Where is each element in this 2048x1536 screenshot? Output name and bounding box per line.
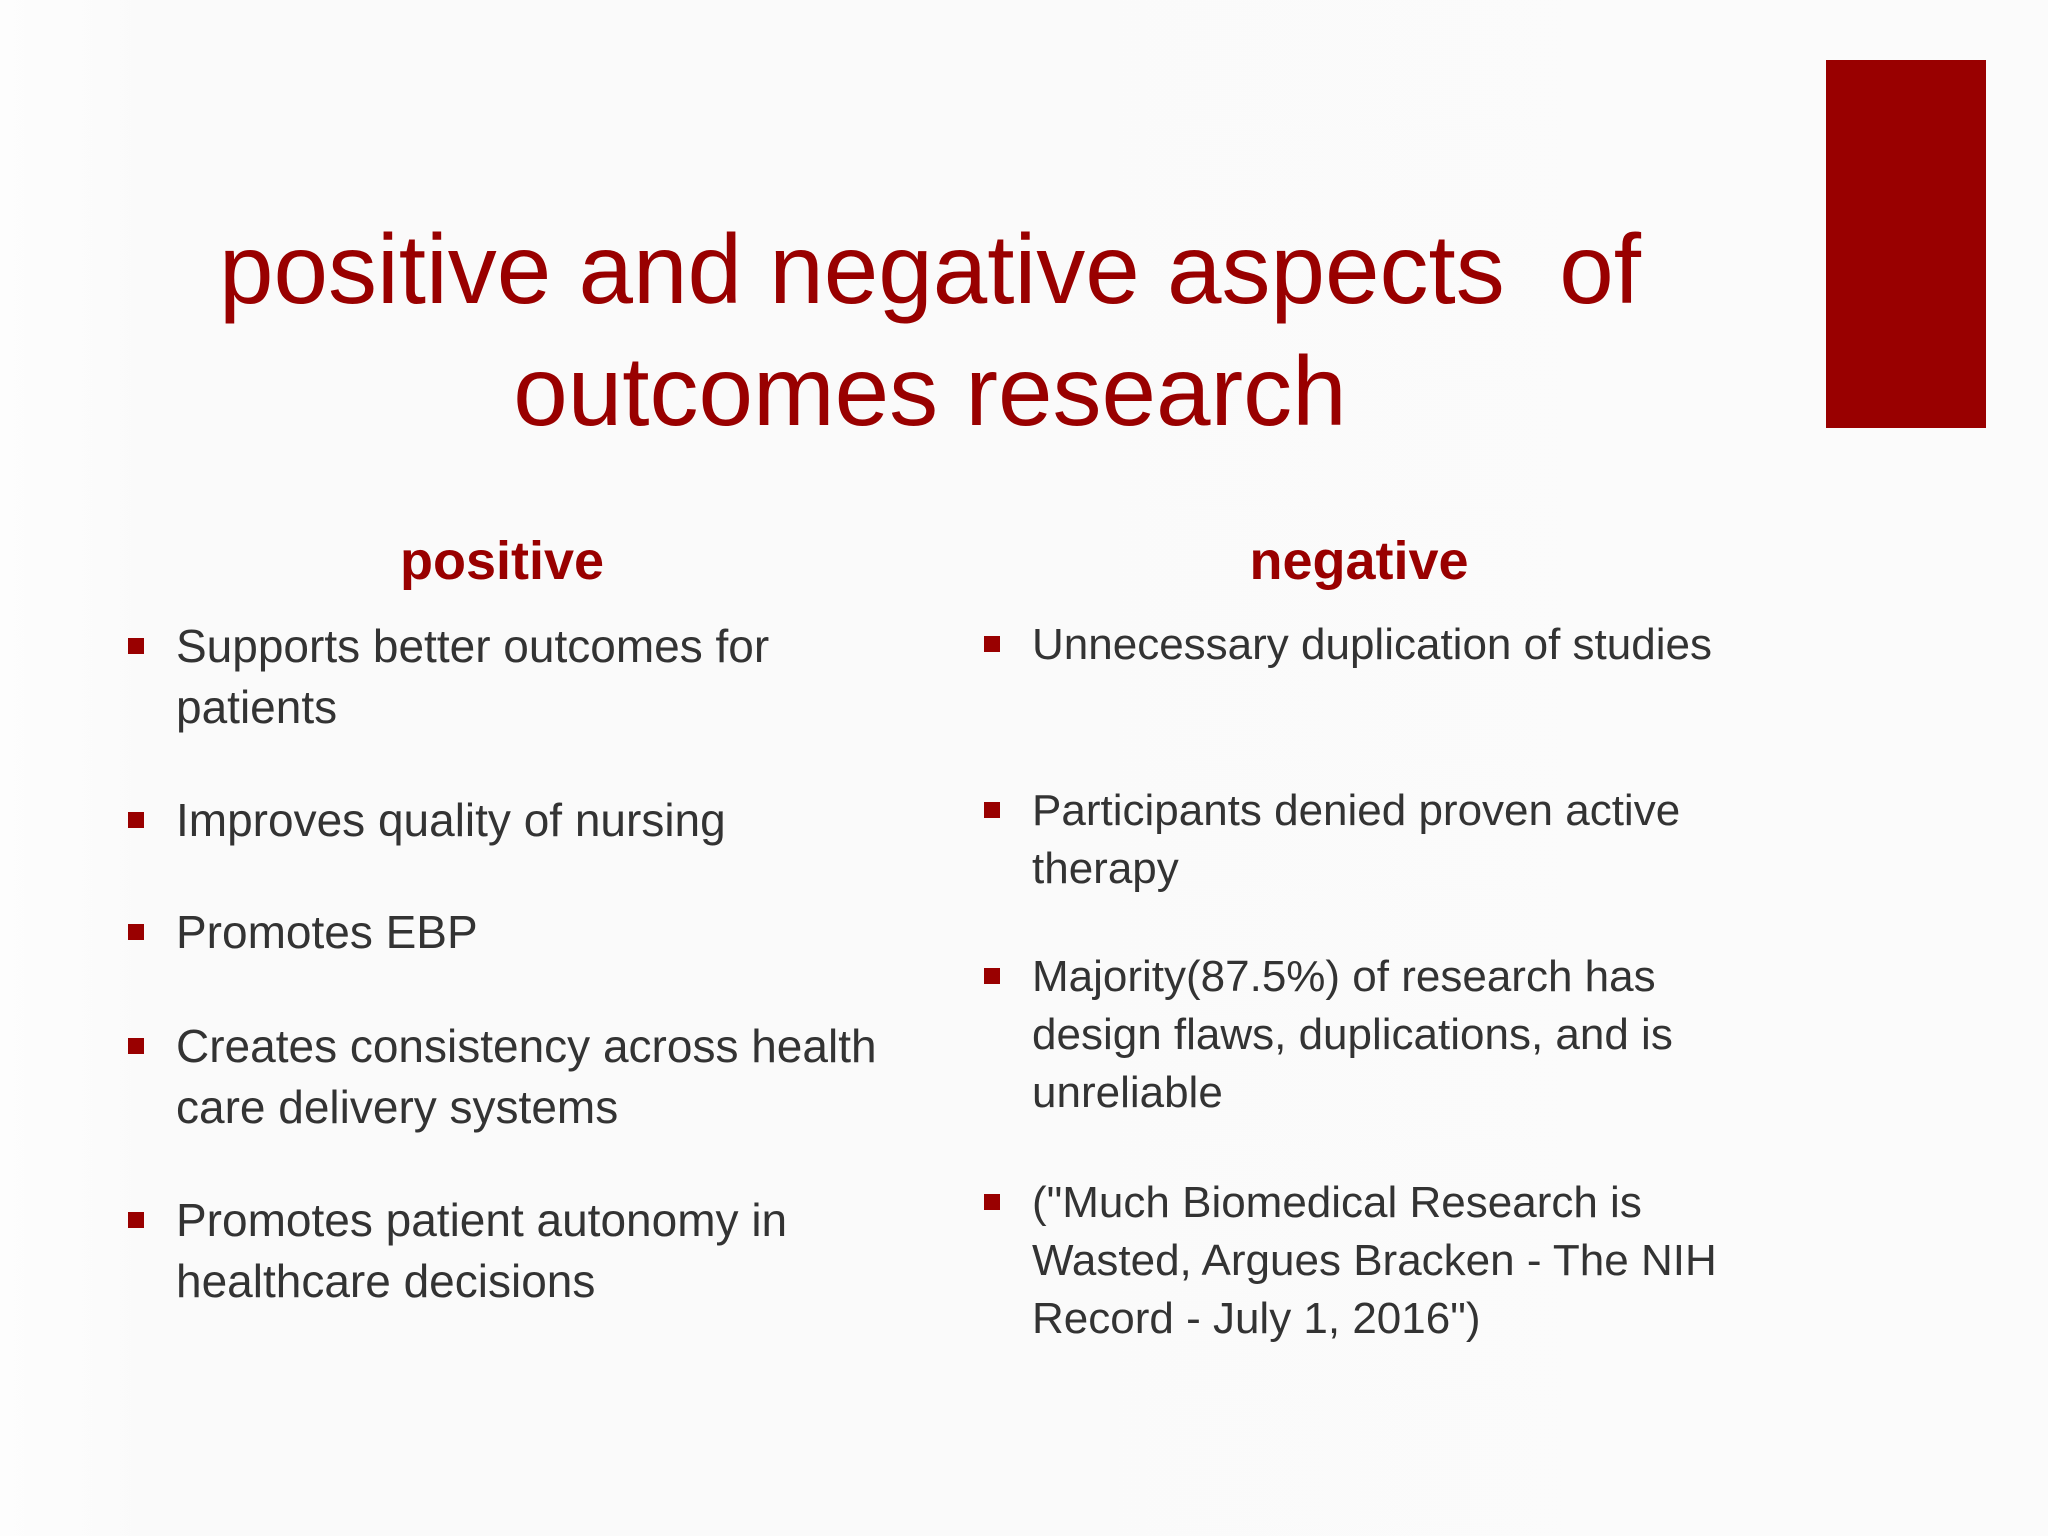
positive-item-text: Supports better outcomes for patients	[176, 620, 770, 733]
negative-item	[984, 616, 1774, 674]
bullet-square-icon	[128, 1038, 144, 1054]
negative-item	[984, 948, 1774, 1122]
slide-title-line-1: positive and negative aspects of	[219, 214, 1641, 324]
positive-item-text: Improves quality of nursing	[176, 794, 726, 846]
bullet-square-icon	[984, 968, 1000, 984]
positive-item-text: Creates consistency across health care delivery systems	[176, 1020, 877, 1133]
bullet-square-icon	[128, 924, 144, 940]
accent-bar	[1826, 60, 1986, 428]
bullet-square-icon	[128, 638, 144, 654]
positive-item	[128, 902, 888, 963]
positive-item	[128, 790, 888, 851]
slide-title-line-2: outcomes research	[513, 336, 1347, 446]
negative-item-text: Unnecessary duplication of studies	[1032, 620, 1712, 669]
negative-item-text: ("Much Biomedical Research is Wasted, Argues Bracken - The NIH Record - July 1, 2016")	[1032, 1178, 1717, 1343]
bullet-square-icon	[128, 1212, 144, 1228]
negative-item	[984, 1174, 1774, 1348]
positive-item	[128, 1016, 888, 1138]
negative-item	[984, 782, 1774, 898]
positive-item-text: Promotes patient autonomy in healthcare decisions	[176, 1194, 788, 1307]
positive-item	[128, 1190, 888, 1312]
bullet-square-icon	[984, 636, 1000, 652]
bullet-square-icon	[984, 802, 1000, 818]
positive-item-text: Promotes EBP	[176, 906, 478, 958]
negative-item-text: Participants denied proven active therapy	[1032, 786, 1681, 893]
positive-item	[128, 616, 888, 738]
positive-heading: positive	[399, 531, 605, 591]
slide-title	[150, 208, 1710, 452]
negative-item-text: Majority(87.5%) of research has design flaws, duplications, and is unreliable	[1032, 952, 1673, 1117]
bullet-square-icon	[128, 812, 144, 828]
negative-heading: negative	[1249, 531, 1469, 591]
bullet-square-icon	[984, 1194, 1000, 1210]
